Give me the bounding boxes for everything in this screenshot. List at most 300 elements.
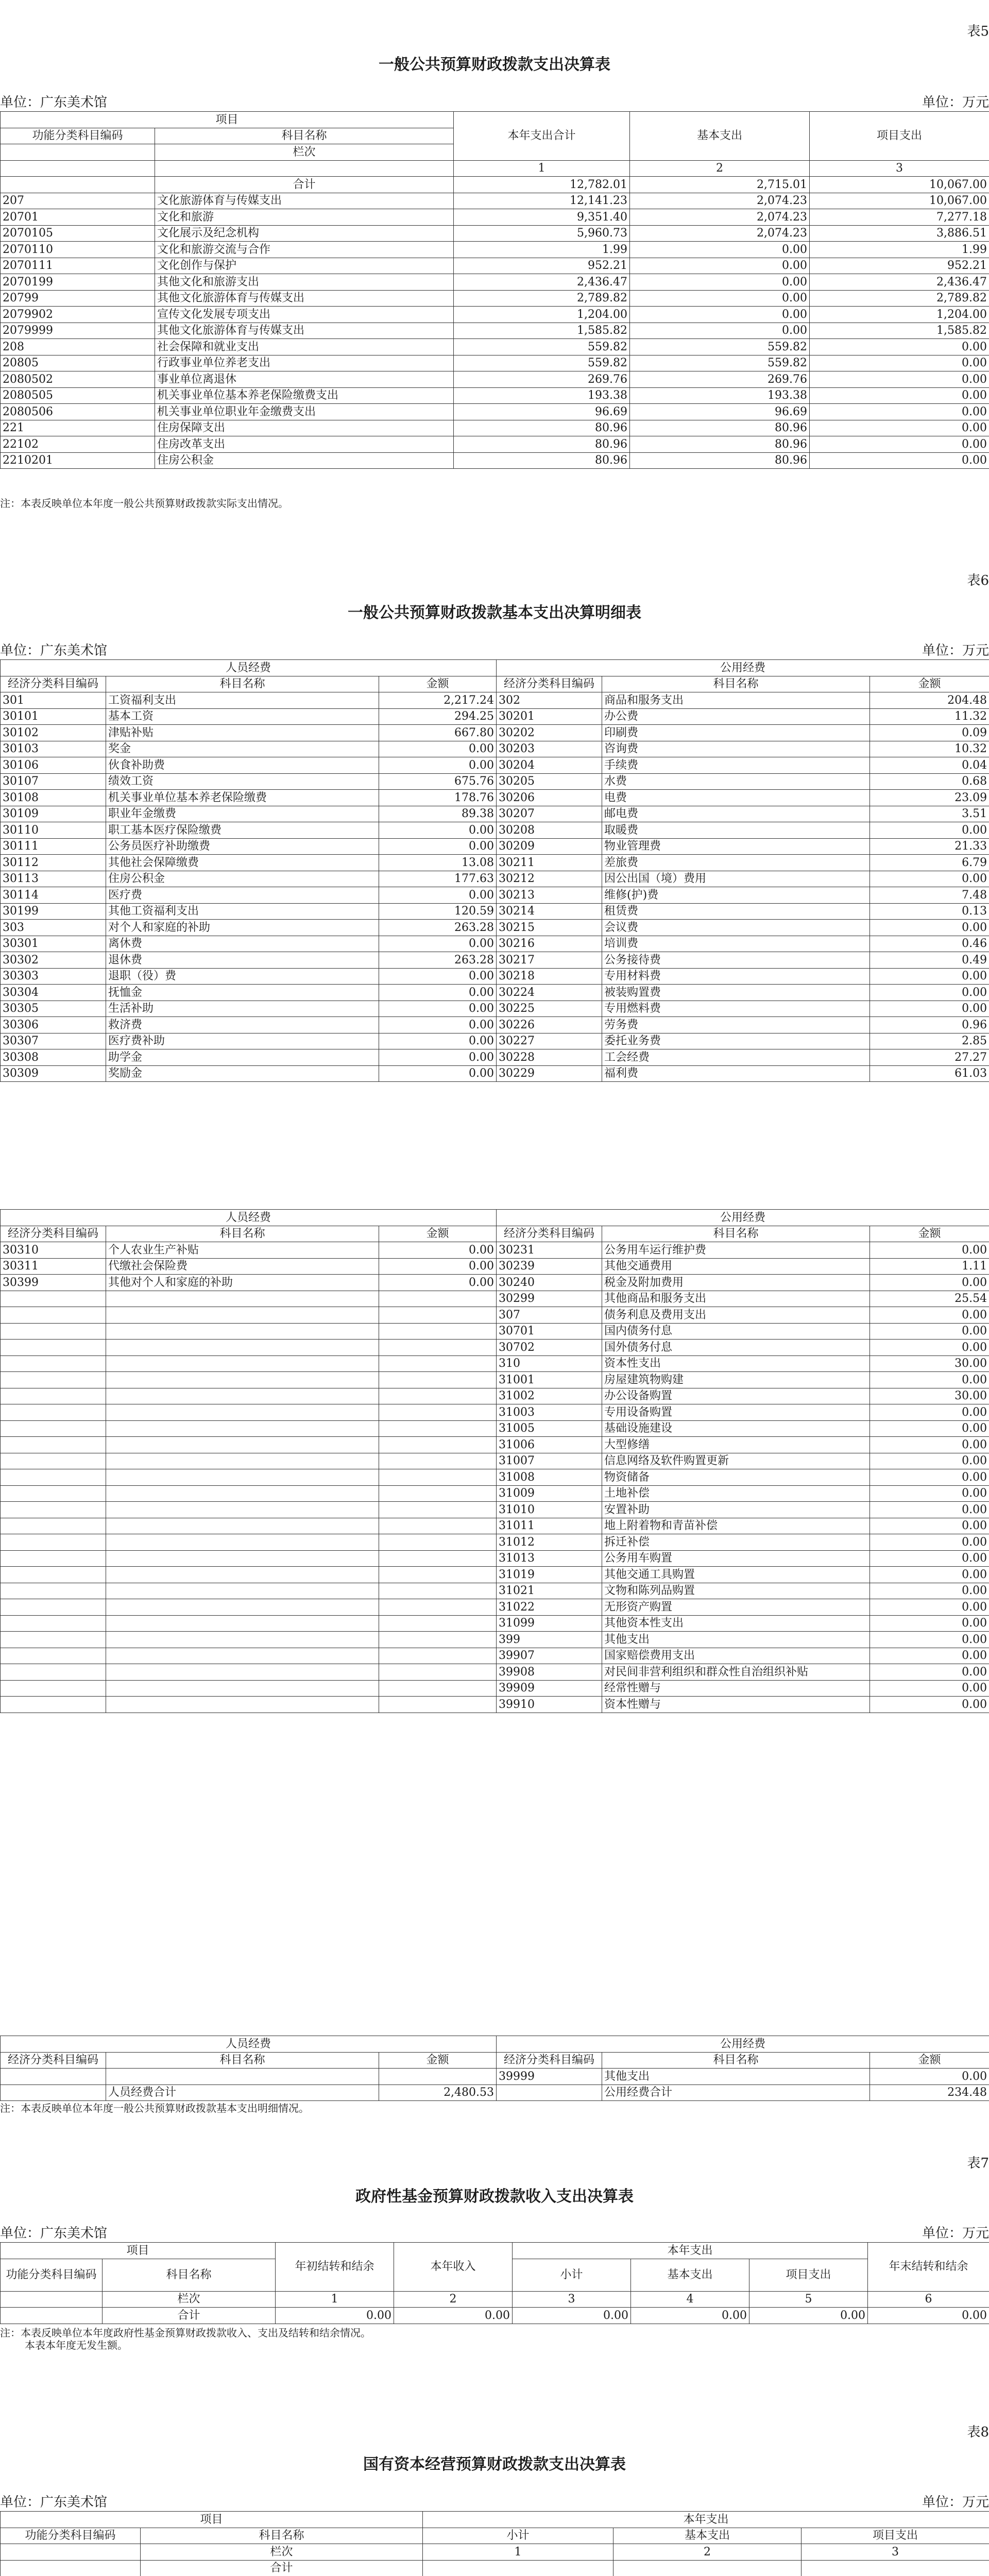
row-name: 住房保障支出: [155, 420, 454, 436]
personnel-amount: 0.00: [379, 757, 497, 774]
public-name: 劳务费: [602, 1017, 870, 1033]
row-value: 9,351.40: [454, 209, 630, 226]
public-amount: 30.00: [870, 1355, 989, 1372]
public-amount: 0.00: [870, 1323, 989, 1340]
public-code: 30215: [497, 920, 602, 936]
header-name: 科目名称: [602, 676, 870, 692]
public-name: 其他支出: [602, 2069, 870, 2085]
total-value: 0.00: [276, 2308, 394, 2324]
col-number: 4: [631, 2291, 749, 2308]
public-code: 30202: [497, 725, 602, 741]
personnel-amount: 0.00: [379, 822, 497, 839]
table-row: [1, 339, 989, 355]
header-name: 科目名称: [602, 1226, 870, 1242]
row-value: 559.82: [454, 355, 630, 371]
table-tag: 表8: [967, 2425, 989, 2440]
row-name: 其他文化旅游体育与传媒支出: [155, 290, 454, 307]
header-basic: 基本支出: [613, 2528, 802, 2544]
header-code: 经济分类科目编码: [497, 2052, 602, 2069]
row-value: 80.96: [630, 420, 810, 436]
public-name: 会议费: [602, 920, 870, 936]
personnel-name: [106, 1615, 379, 1632]
header-code: 经济分类科目编码: [497, 1226, 602, 1242]
row-value: 0.00: [630, 290, 810, 307]
personnel-amount: 263.28: [379, 920, 497, 936]
personnel-name: 退职（役）费: [106, 968, 379, 985]
personnel-amount: [379, 1680, 497, 1697]
col-number: 2: [613, 2544, 802, 2561]
personnel-amount: [379, 1340, 497, 1356]
row-name: 宣传文化发展专项支出: [155, 307, 454, 323]
row-value: 7,277.18: [810, 209, 989, 226]
header-name: 科目名称: [602, 2052, 870, 2069]
table-row: [1, 968, 989, 985]
personnel-code: [1, 2084, 106, 2101]
table-row: [1, 1664, 989, 1681]
personnel-name: 代缴社会保险费: [106, 1258, 379, 1275]
personnel-amount: 0.00: [379, 1033, 497, 1049]
personnel-name: [106, 1469, 379, 1486]
personnel-amount: 0.00: [379, 1275, 497, 1291]
public-name: 无形资产购置: [602, 1599, 870, 1616]
unit-org: 单位：广东美术馆: [0, 2226, 108, 2241]
public-code: 30227: [497, 1033, 602, 1049]
personnel-name: [106, 1534, 379, 1551]
row-value: 0.00: [630, 274, 810, 291]
personnel-code: 30306: [1, 1017, 106, 1033]
table6-body3: [1, 2069, 989, 2101]
personnel-code: 30103: [1, 741, 106, 757]
personnel-code: 30399: [1, 1275, 106, 1291]
public-code: 30201: [497, 708, 602, 725]
public-name: 其他交通费用: [602, 1258, 870, 1275]
public-amount: 0.00: [870, 1001, 989, 1017]
total-value: 12,782.01: [454, 177, 630, 193]
col-number: 6: [868, 2291, 989, 2308]
row-value: 193.38: [454, 387, 630, 404]
table-row: [1, 1599, 989, 1616]
row-name: 住房改革支出: [155, 436, 454, 453]
personnel-code: [1, 2069, 106, 2085]
public-code: 31099: [497, 1615, 602, 1632]
col-number: 3: [802, 2544, 989, 2561]
personnel-name: 绩效工资: [106, 773, 379, 790]
public-name: 信息网络及软件购置更新: [602, 1453, 870, 1469]
table-row: [1, 1502, 989, 1518]
public-amount: 27.27: [870, 1049, 989, 1066]
public-code: 30229: [497, 1065, 602, 1082]
row-value: 0.00: [630, 307, 810, 323]
table-row: [1, 1258, 989, 1275]
total-label: 合计: [141, 2560, 423, 2576]
table-row: [1, 420, 989, 436]
personnel-amount: 0.00: [379, 1258, 497, 1275]
public-name: 其他支出: [602, 1632, 870, 1648]
row-value: 2,436.47: [454, 274, 630, 291]
public-name: 差旅费: [602, 855, 870, 871]
table-row: [1, 290, 989, 307]
public-amount: 0.00: [870, 1404, 989, 1421]
public-code: 30225: [497, 1001, 602, 1017]
public-amount: 0.00: [870, 1567, 989, 1583]
row-value: 2,789.82: [810, 290, 989, 307]
header-income: 本年收入: [394, 2243, 513, 2292]
personnel-code: 30304: [1, 985, 106, 1001]
public-amount: 0.00: [870, 1550, 989, 1567]
public-code: 30226: [497, 1017, 602, 1033]
personnel-code: 30301: [1, 936, 106, 952]
public-name: 福利费: [602, 1065, 870, 1082]
personnel-code: 30311: [1, 1258, 106, 1275]
row-value: 559.82: [454, 339, 630, 355]
table-row: [1, 1033, 989, 1049]
personnel-code: 30307: [1, 1033, 106, 1049]
public-amount: 0.04: [870, 757, 989, 774]
table6-body2: [1, 1242, 989, 1713]
header-item: 项目: [1, 112, 454, 128]
row-name: 文化和旅游交流与合作: [155, 242, 454, 258]
public-name: 大型修缮: [602, 1437, 870, 1453]
personnel-code: [1, 1323, 106, 1340]
personnel-amount: [379, 1697, 497, 1713]
personnel-name: [106, 1420, 379, 1437]
personnel-name: 工资福利支出: [106, 692, 379, 709]
header-code: 功能分类科目编码: [1, 2259, 103, 2291]
row-value: 80.96: [630, 436, 810, 453]
row-value: 2,789.82: [454, 290, 630, 307]
row-value: 0.00: [630, 323, 810, 339]
row-value: 12,141.23: [454, 193, 630, 209]
table-row: [1, 952, 989, 969]
row-code: 20701: [1, 209, 155, 226]
table-row: [1, 242, 989, 258]
table-row: [1, 757, 989, 774]
header-code: 经济分类科目编码: [1, 1226, 106, 1242]
personnel-amount: [379, 1583, 497, 1599]
public-name: 物资储备: [602, 1469, 870, 1486]
table-row: [1, 1291, 989, 1307]
row-value: 5,960.73: [454, 225, 630, 242]
col-number: 1: [276, 2291, 394, 2308]
table-row: [1, 790, 989, 806]
public-amount: 0.00: [870, 1420, 989, 1437]
personnel-name: [106, 1697, 379, 1713]
personnel-name: [106, 1291, 379, 1307]
personnel-amount: 0.00: [379, 1065, 497, 1082]
table-row: [1, 355, 989, 371]
header-expense: 本年支出: [423, 2512, 989, 2528]
col-number: 2: [630, 160, 810, 177]
public-name: 地上附着物和青苗补偿: [602, 1518, 870, 1534]
header-project: 项目支出: [749, 2259, 868, 2291]
table-row: [1, 1648, 989, 1664]
personnel-name: 救济费: [106, 1017, 379, 1033]
public-name: 专用燃料费: [602, 1001, 870, 1017]
row-value: 2,074.23: [630, 209, 810, 226]
header-basic: 基本支出: [631, 2259, 749, 2291]
public-code: 31013: [497, 1550, 602, 1567]
table-row: [1, 1275, 989, 1291]
table-row: [1, 1518, 989, 1534]
total-value: 0.00: [394, 2308, 513, 2324]
public-name: 国外债务付息: [602, 1340, 870, 1356]
table5: [0, 111, 989, 469]
table-title: 政府性基金预算财政拨款收入支出决算表: [355, 2188, 634, 2206]
personnel-code: 30112: [1, 855, 106, 871]
row-value: 80.96: [630, 452, 810, 469]
table-row: [1, 903, 989, 920]
public-code: 39909: [497, 1680, 602, 1697]
header-name: 科目名称: [103, 2259, 276, 2291]
public-code: 31007: [497, 1453, 602, 1469]
table6-part2: [0, 1209, 989, 1713]
row-value: 193.38: [630, 387, 810, 404]
personnel-name: [106, 1340, 379, 1356]
public-name: 公用经费合计: [602, 2084, 870, 2101]
public-code: 31010: [497, 1502, 602, 1518]
table-note: 本表本年度无发生额。: [25, 2339, 128, 2351]
personnel-amount: 294.25: [379, 708, 497, 725]
public-code: 30209: [497, 838, 602, 855]
public-amount: 0.00: [870, 1340, 989, 1356]
personnel-name: 助学金: [106, 1049, 379, 1066]
personnel-amount: 2,480.53: [379, 2084, 497, 2101]
public-amount: 0.00: [870, 1599, 989, 1616]
table8: [0, 2511, 989, 2576]
public-name: 经常性赠与: [602, 1680, 870, 1697]
header-amount: 金额: [870, 2052, 989, 2069]
public-name: 办公设备购置: [602, 1388, 870, 1404]
row-value: 0.00: [630, 242, 810, 258]
table-row: [1, 806, 989, 822]
row-code: 2079902: [1, 307, 155, 323]
personnel-name: [106, 1307, 379, 1324]
row-value: 0.00: [810, 355, 989, 371]
public-name: 公务用车运行维护费: [602, 1242, 870, 1259]
row-value: 1,204.00: [810, 307, 989, 323]
header-public: 公用经费: [497, 2036, 989, 2053]
public-code: 30228: [497, 1049, 602, 1066]
public-code: 30207: [497, 806, 602, 822]
public-code: 39907: [497, 1648, 602, 1664]
personnel-amount: [379, 1453, 497, 1469]
table-row: [1, 1632, 989, 1648]
public-amount: 10.32: [870, 741, 989, 757]
public-amount: 0.00: [870, 1485, 989, 1502]
row-value: 96.69: [454, 404, 630, 420]
personnel-code: [1, 1534, 106, 1551]
row-code: 208: [1, 339, 155, 355]
total-value: 0.00: [749, 2308, 868, 2324]
header-end: 年末结转和结余: [868, 2243, 989, 2292]
personnel-code: 30114: [1, 887, 106, 904]
public-name: 因公出国（境）费用: [602, 871, 870, 887]
row-value: 1.99: [454, 242, 630, 258]
public-amount: 0.00: [870, 968, 989, 985]
public-name: 公务接待费: [602, 952, 870, 969]
header-public: 公用经费: [497, 660, 989, 676]
personnel-code: 30303: [1, 968, 106, 985]
personnel-name: 医疗费: [106, 887, 379, 904]
unit-currency: 单位：万元: [922, 2226, 989, 2241]
row-code: 221: [1, 420, 155, 436]
public-name: 印刷费: [602, 725, 870, 741]
row-code: 20799: [1, 290, 155, 307]
header-amount: 金额: [870, 1226, 989, 1242]
personnel-amount: [379, 1469, 497, 1486]
personnel-name: [106, 1404, 379, 1421]
personnel-name: [106, 1518, 379, 1534]
table-row: [1, 1017, 989, 1033]
public-amount: 0.00: [870, 1534, 989, 1551]
table-row: [1, 2069, 989, 2085]
table-row: [1, 1355, 989, 1372]
personnel-amount: [379, 1599, 497, 1616]
personnel-amount: 263.28: [379, 952, 497, 969]
table-row: [1, 1469, 989, 1486]
public-code: 31005: [497, 1420, 602, 1437]
table-row: [1, 1485, 989, 1502]
personnel-amount: 89.38: [379, 806, 497, 822]
personnel-amount: 120.59: [379, 903, 497, 920]
row-value: 10,067.00: [810, 193, 989, 209]
personnel-amount: [379, 2069, 497, 2085]
public-code: 31012: [497, 1534, 602, 1551]
table6-body1: [1, 692, 989, 1082]
public-amount: 3.51: [870, 806, 989, 822]
row-code: 2070111: [1, 258, 155, 274]
personnel-name: 职业年金缴费: [106, 806, 379, 822]
public-name: 土地补偿: [602, 1485, 870, 1502]
table-row: [1, 1001, 989, 1017]
personnel-code: 30199: [1, 903, 106, 920]
header-item: 项目: [1, 2512, 423, 2528]
col-number: 1: [454, 160, 630, 177]
row-value: 559.82: [630, 355, 810, 371]
header-personnel: 人员经费: [1, 2036, 497, 2053]
personnel-code: [1, 1485, 106, 1502]
personnel-name: 奖金: [106, 741, 379, 757]
personnel-amount: [379, 1420, 497, 1437]
public-amount: 1.11: [870, 1258, 989, 1275]
personnel-code: [1, 1340, 106, 1356]
table-row: [1, 936, 989, 952]
public-code: 31008: [497, 1469, 602, 1486]
row-value: 0.00: [810, 436, 989, 453]
public-code: 31001: [497, 1372, 602, 1388]
row-value: 0.00: [810, 371, 989, 388]
header-amount: 金额: [870, 676, 989, 692]
header-item: 项目: [1, 2243, 276, 2259]
personnel-amount: [379, 1291, 497, 1307]
table-row: [1, 452, 989, 469]
personnel-name: [106, 1567, 379, 1583]
public-amount: 6.79: [870, 855, 989, 871]
header-public: 公用经费: [497, 1210, 989, 1226]
personnel-amount: 0.00: [379, 838, 497, 855]
personnel-name: 机关事业单位基本养老保险缴费: [106, 790, 379, 806]
table-row: [1, 371, 989, 388]
total-value: 2,715.01: [630, 177, 810, 193]
public-amount: 0.68: [870, 773, 989, 790]
table-row: [1, 323, 989, 339]
public-name: 专用材料费: [602, 968, 870, 985]
personnel-code: [1, 1680, 106, 1697]
row-code: 22102: [1, 436, 155, 453]
row-name: 文化展示及纪念机构: [155, 225, 454, 242]
public-name: 债务利息及费用支出: [602, 1307, 870, 1324]
row-value: 1,585.82: [454, 323, 630, 339]
header-name: 科目名称: [141, 2528, 423, 2544]
personnel-amount: [379, 1502, 497, 1518]
public-code: 30205: [497, 773, 602, 790]
personnel-amount: [379, 1567, 497, 1583]
public-amount: 0.00: [870, 1648, 989, 1664]
table-row: [1, 1437, 989, 1453]
table-row: [1, 1697, 989, 1713]
public-name: 房屋建筑物购建: [602, 1372, 870, 1388]
public-amount: 0.00: [870, 871, 989, 887]
table-row: [1, 387, 989, 404]
public-code: 30701: [497, 1323, 602, 1340]
public-name: 税金及附加费用: [602, 1275, 870, 1291]
personnel-code: 30106: [1, 757, 106, 774]
personnel-amount: [379, 1404, 497, 1421]
public-code: 310: [497, 1355, 602, 1372]
public-code: 30211: [497, 855, 602, 871]
public-code: 30702: [497, 1340, 602, 1356]
table-row: [1, 193, 989, 209]
unit-org: 单位：广东美术馆: [0, 95, 108, 110]
public-amount: 0.13: [870, 903, 989, 920]
public-code: 31003: [497, 1404, 602, 1421]
table-row: [1, 838, 989, 855]
total-value: 0.00: [631, 2308, 749, 2324]
personnel-amount: 0.00: [379, 1001, 497, 1017]
personnel-code: 30108: [1, 790, 106, 806]
row-value: 2,074.23: [630, 225, 810, 242]
row-name: 机关事业单位基本养老保险缴费支出: [155, 387, 454, 404]
public-amount: 0.00: [870, 2069, 989, 2085]
personnel-code: 30101: [1, 708, 106, 725]
public-amount: 2.85: [870, 1033, 989, 1049]
personnel-amount: [379, 1518, 497, 1534]
personnel-name: 其他工资福利支出: [106, 903, 379, 920]
table-row: [1, 708, 989, 725]
public-name: 培训费: [602, 936, 870, 952]
personnel-name: 退休费: [106, 952, 379, 969]
public-code: 31011: [497, 1518, 602, 1534]
row-value: 0.00: [810, 420, 989, 436]
personnel-name: 对个人和家庭的补助: [106, 920, 379, 936]
public-code: 39908: [497, 1664, 602, 1681]
public-amount: 0.46: [870, 936, 989, 952]
total-value: 0.00: [513, 2308, 631, 2324]
table-tag: 表5: [967, 24, 989, 39]
public-code: 30240: [497, 1275, 602, 1291]
personnel-amount: [379, 1437, 497, 1453]
row-name: 社会保障和就业支出: [155, 339, 454, 355]
personnel-code: 30310: [1, 1242, 106, 1259]
personnel-amount: 0.00: [379, 887, 497, 904]
public-code: 31002: [497, 1388, 602, 1404]
row-value: 2,436.47: [810, 274, 989, 291]
table-row: [1, 1615, 989, 1632]
row-code: 2210201: [1, 452, 155, 469]
personnel-name: [106, 1648, 379, 1664]
public-amount: 0.00: [870, 1469, 989, 1486]
personnel-name: [106, 1502, 379, 1518]
